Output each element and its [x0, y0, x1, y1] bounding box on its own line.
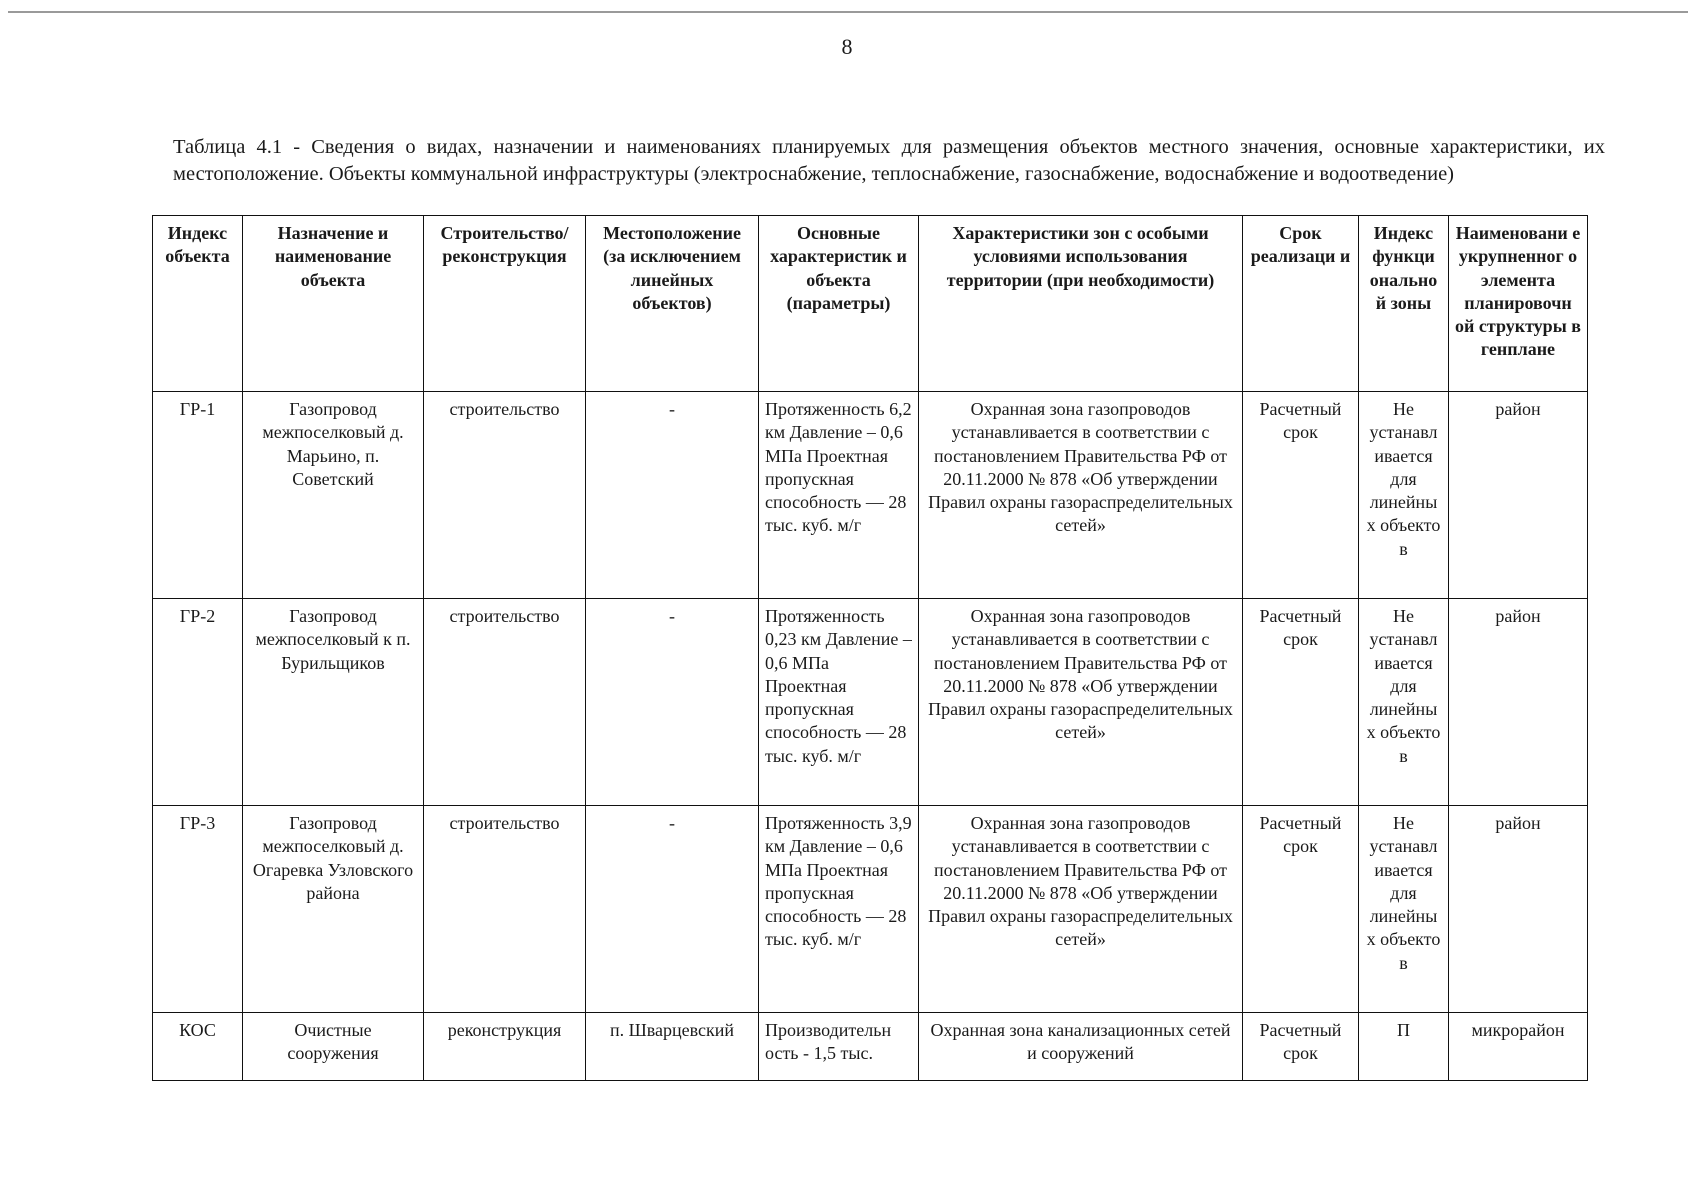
cell-name: Газопровод межпоселковый к п. Бурильщиков	[243, 599, 424, 806]
cell-construction: строительство	[424, 392, 586, 599]
header-construction: Строительство/ реконструкция	[424, 216, 586, 392]
cell-term: Расчетный срок	[1243, 806, 1359, 1013]
cell-term: Расчетный срок	[1243, 599, 1359, 806]
table-row	[153, 1013, 1588, 1081]
top-border-line	[8, 11, 1688, 13]
cell-planning-element: район	[1449, 599, 1588, 806]
cell-construction: строительство	[424, 806, 586, 1013]
cell-planning-element: район	[1449, 806, 1588, 1013]
cell-name: Газопровод межпоселковый д. Огаревка Узловского района	[243, 806, 424, 1013]
header-planning-element: Наименовани е укрупненног о элемента планировочн ой структуры в генплане	[1449, 216, 1588, 392]
cell-planning-element: микрорайон	[1449, 1013, 1588, 1081]
table-row	[153, 599, 1588, 806]
cell-term: Расчетный срок	[1243, 392, 1359, 599]
cell-index: ГР-3	[153, 806, 243, 1013]
cell-construction: реконструкция	[424, 1013, 586, 1081]
cell-name: Газопровод межпоселковый д. Марьино, п. Советский	[243, 392, 424, 599]
header-location: Местоположение (за исключением линейных объектов)	[586, 216, 759, 392]
cell-location: -	[586, 599, 759, 806]
cell-zone: Охранная зона газопроводов устанавливается в соответствии с постановлением Правительства РФ от 20.11.2000 № 878 «Об утверждении Правил охраны газораспределительных сетей»	[919, 392, 1243, 599]
cell-index: ГР-2	[153, 599, 243, 806]
table-row	[153, 392, 1588, 599]
header-functional-zone-index: Индекс функци онально й зоны	[1359, 216, 1449, 392]
cell-zone: Охранная зона канализационных сетей и сооружений	[919, 1013, 1243, 1081]
table-caption: Таблица 4.1 - Сведения о видах, назначении и наименованиях планируемых для размещения объектов местного значения, основные характеристики, их местоположение. Объекты коммунальной инфраструктуры (электроснабжение, теплоснабжение, газоснабжение, водоснабжение и водоотведение)	[173, 136, 1605, 185]
header-term: Срок реализаци и	[1243, 216, 1359, 392]
header-object-index: Индекс объекта	[153, 216, 243, 392]
cell-characteristics: Протяженность 3,9 км Давление – 0,6 МПа Проектная пропускная способность — 28 тыс. куб. м/г	[759, 806, 919, 1013]
table-header-row	[153, 216, 1588, 392]
cell-zone-index: П	[1359, 1013, 1449, 1081]
cell-zone-index: Не устанавл ивается для линейны х объекто в	[1359, 392, 1449, 599]
cell-zone-index: Не устанавл ивается для линейны х объекто в	[1359, 806, 1449, 1013]
cell-characteristics: Производительн ость - 1,5 тыс.	[759, 1013, 919, 1081]
cell-zone: Охранная зона газопроводов устанавливается в соответствии с постановлением Правительства РФ от 20.11.2000 № 878 «Об утверждении Правил охраны газораспределительных сетей»	[919, 599, 1243, 806]
infrastructure-table	[152, 215, 1588, 1081]
cell-index: ГР-1	[153, 392, 243, 599]
cell-planning-element: район	[1449, 392, 1588, 599]
cell-construction: строительство	[424, 599, 586, 806]
cell-characteristics: Протяженность 0,23 км Давление – 0,6 МПа Проектная пропускная способность — 28 тыс. куб. м/г	[759, 599, 919, 806]
cell-name: Очистные сооружения	[243, 1013, 424, 1081]
header-purpose-name: Назначение и наименование объекта	[243, 216, 424, 392]
header-zone-characteristics: Характеристики зон с особыми условиями использования территории (при необходимости)	[919, 216, 1243, 392]
cell-location: п. Шварцевский	[586, 1013, 759, 1081]
header-main-characteristics: Основные характеристик и объекта (параметры)	[759, 216, 919, 392]
cell-location: -	[586, 392, 759, 599]
cell-index: КОС	[153, 1013, 243, 1081]
cell-characteristics: Протяженность 6,2 км Давление – 0,6 МПа Проектная пропускная способность — 28 тыс. куб. м/г	[759, 392, 919, 599]
cell-zone-index: Не устанавл ивается для линейны х объекто в	[1359, 599, 1449, 806]
table-row	[153, 806, 1588, 1013]
cell-term: Расчетный срок	[1243, 1013, 1359, 1081]
cell-zone: Охранная зона газопроводов устанавливается в соответствии с постановлением Правительства РФ от 20.11.2000 № 878 «Об утверждении Правил охраны газораспределительных сетей»	[919, 806, 1243, 1013]
page-number: 8	[841, 34, 853, 59]
cell-location: -	[586, 806, 759, 1013]
